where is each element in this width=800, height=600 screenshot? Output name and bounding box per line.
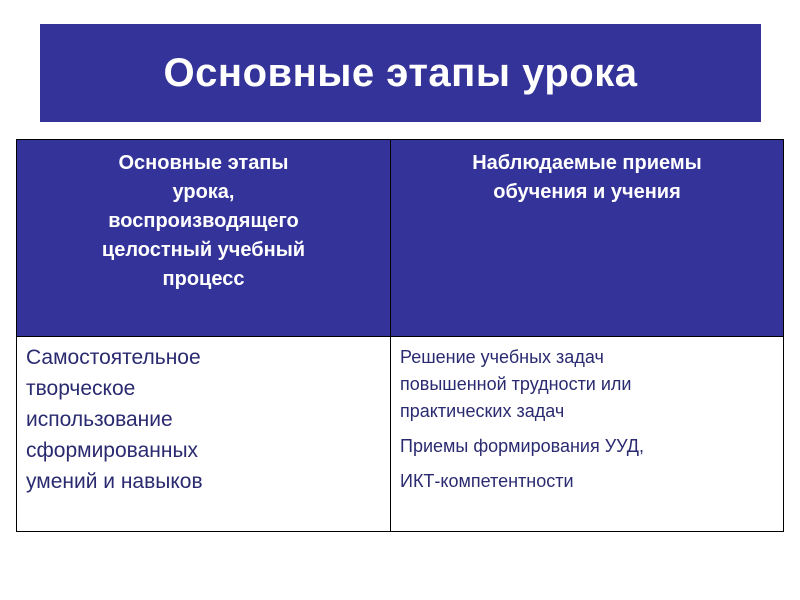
- header-line: Основные этапы: [118, 152, 289, 174]
- header-line: обучения и учения: [493, 181, 681, 203]
- table-header-row: [17, 140, 784, 337]
- methods-paragraph: [400, 344, 773, 425]
- stage-cell: [17, 337, 391, 532]
- methods-paragraph: [400, 468, 773, 495]
- methods-cell: [391, 337, 784, 532]
- methods-line: Приемы формирования УУД,: [400, 436, 644, 456]
- header-line: целостный учебный: [101, 239, 306, 261]
- header-line: Наблюдаемые приемы: [472, 152, 702, 174]
- methods-line: Решение учебных задач: [400, 347, 604, 367]
- stage-line: сформированных: [26, 439, 199, 462]
- methods-line: практических задач: [400, 401, 565, 421]
- lesson-stages-table: [16, 139, 784, 532]
- header-line: воспроизводящего: [108, 210, 299, 232]
- stage-line: использование: [26, 408, 173, 431]
- methods-line: ИКТ-компетентности: [400, 471, 574, 491]
- header-line: процесс: [162, 268, 245, 290]
- stage-line: творческое: [26, 377, 136, 400]
- stage-line: Самостоятельное: [26, 346, 201, 369]
- header-cell-methods: [391, 140, 784, 337]
- methods-paragraph: [400, 433, 773, 460]
- header-cell-stages: [17, 140, 391, 337]
- stage-line: умений и навыков: [26, 470, 203, 493]
- header-line: урока,: [172, 181, 235, 203]
- title-banner: [40, 24, 761, 122]
- methods-line: повышенной трудности или: [400, 374, 632, 394]
- slide-title: Основные этапы урока: [163, 50, 638, 95]
- table-row: [17, 337, 784, 532]
